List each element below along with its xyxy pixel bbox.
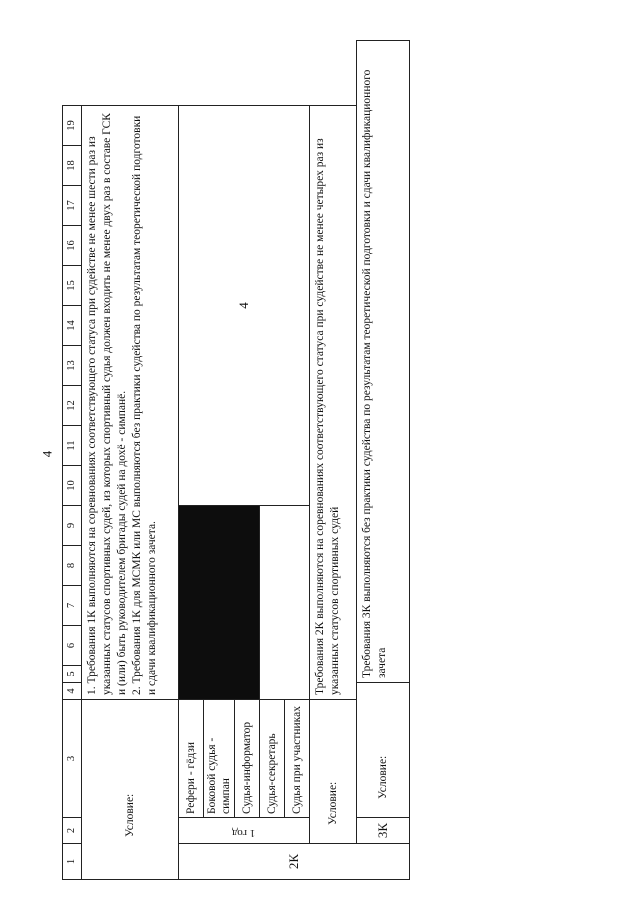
header-row <box>63 41 82 880</box>
period-cell <box>179 818 310 844</box>
role-referee: Рефери - гёдзи <box>179 700 204 818</box>
dark-block <box>179 506 260 700</box>
requirement-line: 1. Требования 1К выполняются на соревнованиях соответствующего статуса при судействе не менее шести раз из указанных статусов спортивных судей, из которых спортивный судья должен входить не менее двух раз в составе ГСК и (или) быть руководителем бригады судей на дохё - симпанё. <box>86 113 128 695</box>
header-cell-18: 18 <box>63 146 82 186</box>
requirement-line: 2. Требования 1К для МСМК или МС выполняются без практики судейства по результатам теоретической подготовки и сдачи квалификационного зачета. <box>131 115 158 695</box>
role-side-judge: Боковой судья - симпан <box>204 700 235 818</box>
header-cell-9: 9 <box>63 506 82 546</box>
row-condition-3k <box>357 41 410 880</box>
row-condition-1 <box>82 41 179 880</box>
role-informer: Судья-информатор <box>235 700 260 818</box>
header-cell-7: 7 <box>63 586 82 626</box>
header-cell-10: 10 <box>63 466 82 506</box>
row-condition-2k <box>310 41 357 880</box>
header-cell-6: 6 <box>63 626 82 666</box>
blank-block <box>260 506 310 700</box>
count-cell: 4 <box>179 106 310 506</box>
role-row <box>179 41 204 880</box>
qualification-2k: 2К <box>179 844 410 880</box>
header-cell-5: 5 <box>63 666 82 683</box>
condition-label-2k: Условие: <box>310 700 357 844</box>
header-cell-4: 4 <box>63 683 82 700</box>
header-cell-14: 14 <box>63 306 82 346</box>
header-cell-1: 1 <box>63 844 82 880</box>
condition-label-3k: Условие: <box>357 683 410 818</box>
requirement-text-1 <box>82 106 179 700</box>
page-number: 4 <box>39 450 55 458</box>
header-cell-11: 11 <box>63 426 82 466</box>
role-participants: Судья при участниках <box>285 700 310 818</box>
header-cell-3: 3 <box>63 700 82 818</box>
header-cell-12: 12 <box>63 386 82 426</box>
header-cell-13: 13 <box>63 346 82 386</box>
header-cell-16: 16 <box>63 226 82 266</box>
requirement-text-2k: Требования 2К выполняются на соревнованиях соответствующего статуса при судействе не менее четырех раз из указанных статусов спортивных судей <box>310 106 357 700</box>
header-cell-17: 17 <box>63 186 82 226</box>
requirement-text-3k: Требования 3К выполняются без практики судейства по результатам теоретической подготовки и сдачи квалификационного зачета <box>357 41 410 683</box>
period-label: 1 год <box>232 827 256 839</box>
header-cell-2: 2 <box>63 818 82 844</box>
qualification-table <box>62 40 410 880</box>
qualification-3k: 3К <box>357 818 410 844</box>
role-secretary: Судья-секретарь <box>260 700 285 818</box>
header-cell-19: 19 <box>63 106 82 146</box>
condition-label: Условие: <box>82 700 179 880</box>
rotated-document <box>62 40 622 880</box>
header-cell-8: 8 <box>63 546 82 586</box>
header-cell-15: 15 <box>63 266 82 306</box>
